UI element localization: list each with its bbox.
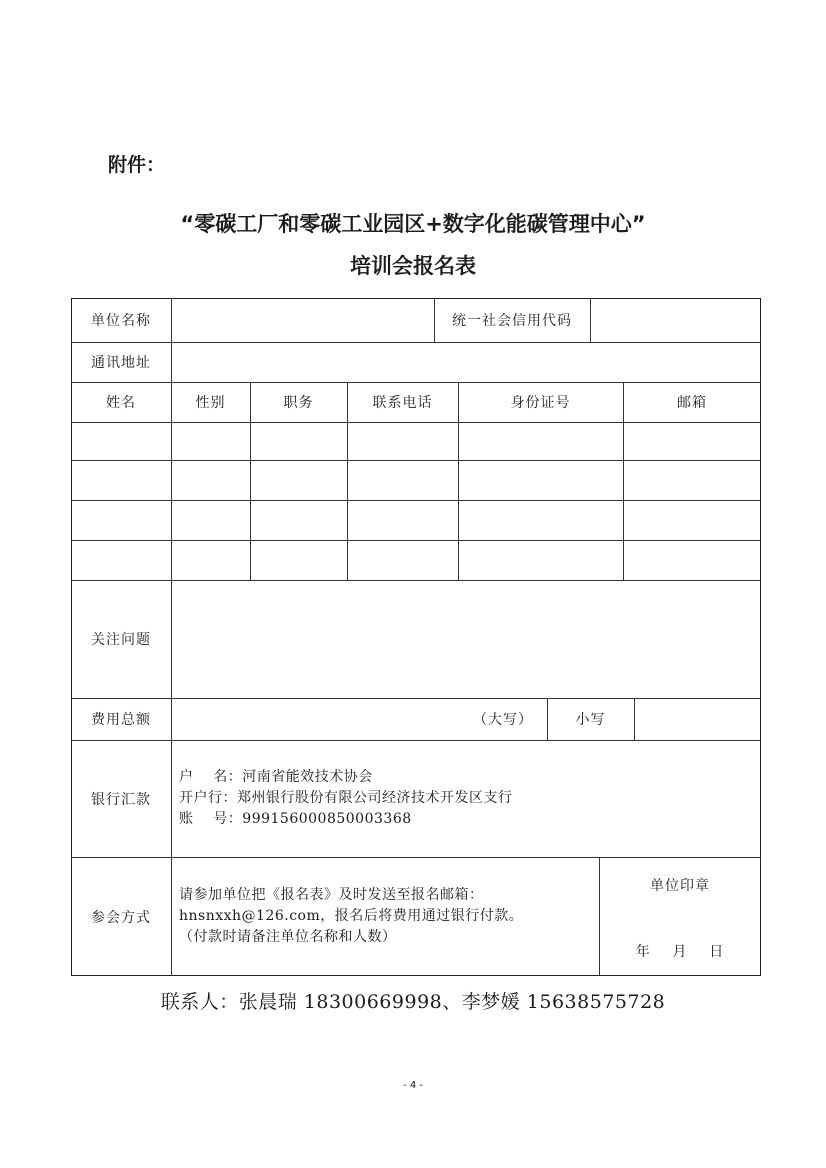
bank-account-number: 账 号：99915600085000336​8	[179, 811, 412, 827]
form-title: “零碳工厂和零碳工业园区+数字化能碳管理中心”	[180, 212, 646, 236]
attendee-row[interactable]	[71, 460, 761, 500]
concerns-label: 关注问题	[91, 632, 151, 648]
fee-lowercase-label: 小写	[575, 712, 606, 728]
bank-account-name: 户 名：河南省能效技术协会	[179, 769, 373, 785]
register-instruction-line: （付款时请备注单位名称和人数）	[179, 929, 397, 945]
bank-branch: 开户行：郑州银行股份有限公司经济技术开发区支行	[179, 790, 513, 806]
bank-label: 银行汇款	[91, 791, 151, 808]
page-number: - 4 -	[403, 1080, 423, 1091]
row-divider	[71, 857, 761, 858]
form-subtitle: 培训会报名表	[350, 254, 476, 278]
credit-code-label: 统一社会信用代码	[452, 313, 572, 329]
column-header-phone: 联系电话	[372, 395, 433, 411]
bank-details	[179, 767, 513, 830]
attendee-row[interactable]	[71, 500, 761, 540]
column-header-position: 职务	[283, 395, 314, 411]
column-header-email: 邮箱	[677, 395, 707, 411]
attendee-row[interactable]	[71, 422, 761, 460]
fee-uppercase-label: （大写）	[473, 712, 533, 728]
register-instruction-line: hnsnxxh@126.com，报名后将费用通过银行付款。	[179, 908, 524, 924]
date-label: 年 月 日	[635, 944, 725, 960]
unit-name-label: 单位名称	[91, 313, 151, 329]
contact-info: 联系人：张晨瑞 18300669998、李梦媛 15638575728	[160, 991, 666, 1013]
unit-name-field[interactable]	[171, 298, 434, 342]
attachment-label: 附件：	[108, 154, 166, 176]
column-header-name: 姓名	[106, 395, 136, 411]
register-instruction-line: 请参加单位把《报名表》及时发送至报名邮箱：	[179, 887, 484, 903]
register-instructions	[179, 885, 523, 948]
column-header-gender: 性别	[195, 395, 226, 411]
address-field[interactable]	[171, 342, 761, 382]
attendee-row[interactable]	[71, 540, 761, 580]
column-header-id-number: 身份证号	[510, 395, 571, 411]
fee-lowercase-field[interactable]	[634, 698, 761, 740]
address-label: 通讯地址	[91, 355, 151, 371]
unit-stamp-label: 单位印章	[650, 878, 710, 894]
credit-code-field[interactable]	[590, 298, 761, 342]
concerns-field[interactable]	[171, 580, 761, 698]
fee-label: 费用总额	[91, 712, 151, 728]
row-divider	[71, 740, 761, 741]
register-method-label: 参会方式	[91, 909, 151, 926]
